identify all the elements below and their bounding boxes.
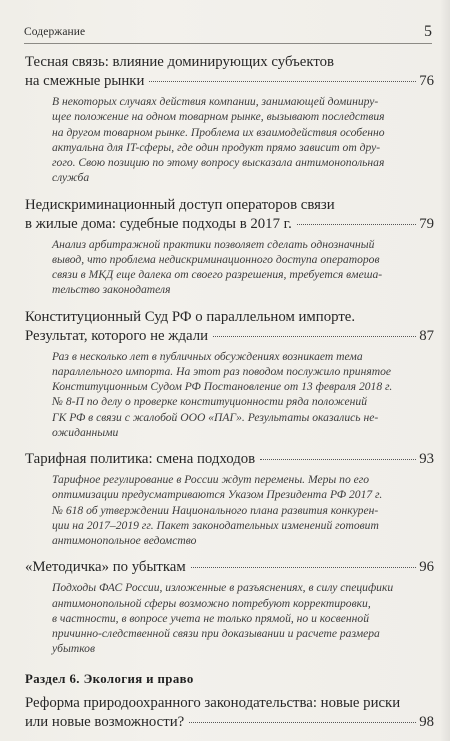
dot-leader bbox=[189, 722, 416, 723]
summary-line: ции на 2017–2019 гг. Пакет законодательных изменений готовит bbox=[52, 518, 379, 532]
toc-entry bbox=[25, 694, 434, 732]
entry-title-line: Недискриминационный доступ операторов связи bbox=[25, 196, 335, 213]
entry-summary bbox=[52, 94, 434, 186]
summary-line: ГК РФ в связи с жалобой ООО «ПАГ». Результаты оказались не- bbox=[52, 410, 379, 424]
section-label: Раздел 6. bbox=[25, 671, 80, 686]
entry-title-final-line bbox=[25, 327, 434, 346]
toc-entry bbox=[25, 196, 434, 298]
entry-page-number: 76 bbox=[419, 73, 434, 89]
summary-line: Раз в несколько лет в публичных обсуждениях возникает тема bbox=[52, 349, 363, 363]
entry-page-number: 93 bbox=[419, 451, 434, 467]
page-edge-shadow bbox=[440, 0, 450, 741]
entry-title-final-line bbox=[25, 713, 434, 732]
summary-line: ожиданными bbox=[52, 425, 119, 439]
entry-summary bbox=[52, 472, 434, 548]
summary-line: антимонопольной сферы возможно потребуют корректировки, bbox=[52, 596, 371, 610]
summary-line: Конституционным Судом РФ Постановление от 13 февраля 2018 г. bbox=[52, 380, 393, 393]
table-of-contents bbox=[25, 53, 434, 741]
entry-title-line: Конституционный Суд РФ о параллельном импорте. bbox=[25, 308, 356, 325]
entry-title-final-line bbox=[25, 215, 434, 234]
entry-title-final-line bbox=[25, 72, 434, 91]
entry-summary bbox=[52, 349, 434, 441]
summary-line: Подходы ФАС России, изложенные в разъяснениях, в силу специфики bbox=[52, 581, 394, 595]
entry-summary bbox=[52, 580, 434, 656]
dot-leader bbox=[191, 567, 416, 568]
dot-leader bbox=[260, 459, 416, 460]
summary-line: служба bbox=[52, 171, 90, 185]
running-title: Содержание bbox=[24, 25, 86, 38]
entry-page-number: 96 bbox=[419, 559, 434, 576]
summary-line: вывод, что проблема недискриминационного доступа операторов bbox=[52, 252, 380, 266]
summary-line: актуальна для IT-сферы, где один продукт прямо зависит от дру- bbox=[52, 140, 381, 154]
entry-title-end: «Методичка» по убыткам bbox=[25, 559, 186, 576]
entry-title-final-line bbox=[25, 450, 434, 469]
entry-title-end: или новые возможности? bbox=[25, 713, 185, 730]
summary-line: № 8-П по делу о проверке конституционности ряда положений bbox=[52, 395, 368, 409]
summary-line: оптимизации предусматриваются Указом Президента РФ 2017 г. bbox=[52, 488, 383, 502]
toc-entry bbox=[25, 53, 434, 186]
entry-title-end: Результат, которого не ждали bbox=[25, 327, 209, 344]
summary-line: в частности, в вопросе учета не только прямой, но и косвенной bbox=[52, 611, 369, 625]
section-heading bbox=[25, 670, 434, 689]
summary-line: антимонопольное ведомство bbox=[52, 534, 197, 547]
summary-line: В некоторых случаях действия компании, занимающей доминиру- bbox=[52, 95, 379, 108]
summary-line: параллельного импорта. На этот раз поводом послужило принятое bbox=[52, 364, 392, 378]
entry-title-line: Тесная связь: влияние доминирующих субъектов bbox=[25, 54, 334, 70]
summary-line: № 618 об утверждении Национального плана развития конкурен- bbox=[52, 503, 379, 517]
entry-title-line: Реформа природоохранного законодательства: новые риски bbox=[25, 694, 401, 711]
toc-entry bbox=[25, 450, 434, 548]
summary-line: связи в МКД еще далека от своего разрешения, требуется вмеша- bbox=[52, 268, 383, 281]
dot-leader bbox=[213, 336, 416, 337]
summary-line: Тарифное регулирование в России ждут перемены. Меры по его bbox=[52, 473, 370, 486]
entry-page-number: 87 bbox=[419, 327, 434, 344]
summary-line: на другом товарном рынке. Проблема их взаимодействия особенно bbox=[52, 125, 385, 139]
entry-title-final-line bbox=[25, 558, 434, 577]
summary-line: Анализ арбитражной практики позволяет сделать однозначный bbox=[52, 237, 375, 251]
dot-leader bbox=[149, 81, 416, 82]
summary-line: убытков bbox=[52, 642, 96, 656]
toc-entry bbox=[25, 558, 434, 656]
entry-title-end: на смежные рынки bbox=[25, 73, 145, 89]
toc-entry bbox=[25, 308, 434, 441]
entry-page-number: 79 bbox=[419, 215, 434, 232]
entry-title-end: Тарифная политика: смена подходов bbox=[25, 451, 256, 467]
entry-title-end: в жилые дома: судебные подходы в 2017 г. bbox=[25, 215, 292, 232]
summary-line: причинно-следственной связи при доказывании и расчете размера bbox=[52, 627, 380, 640]
entry-page-number: 98 bbox=[419, 713, 434, 730]
summary-line: тельство законодателя bbox=[52, 283, 171, 297]
page-number: 5 bbox=[424, 22, 432, 40]
entry-summary bbox=[52, 237, 434, 298]
section-name: Экология и право bbox=[83, 671, 194, 686]
dot-leader bbox=[297, 224, 416, 225]
page-header bbox=[24, 20, 432, 44]
summary-line: гого. Свою позицию по этому вопросу высказала антимонопольная bbox=[52, 156, 385, 169]
summary-line: щее положение на одном товарном рынке, вызывают последствия bbox=[52, 110, 385, 124]
